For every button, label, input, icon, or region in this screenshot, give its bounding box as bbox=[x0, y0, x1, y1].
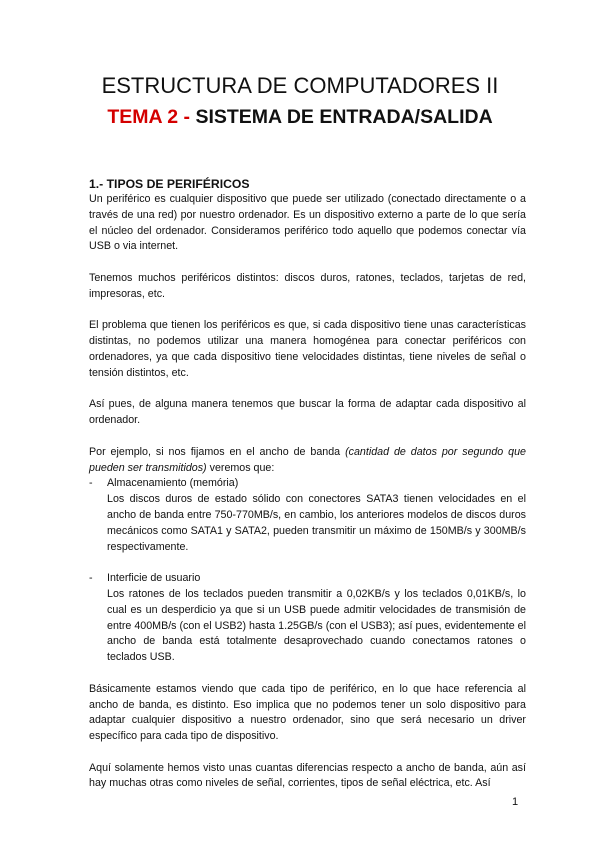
list-item-text: Los discos duros de estado sólido con conectores SATA3 tienen velocidades en el ancho de banda entre 750-770MB/s, en cambio, los anteriores modelos de discos duros mecánicos como SATA1 y SATA2, pueden transmitir un máximo de 150MB/s y 300MB/s respectivamente. bbox=[107, 493, 526, 553]
paragraph-5 bbox=[89, 445, 526, 477]
paragraph-7: Aquí solamente hemos visto unas cuantas diferencias respecto a ancho de banda, aún así hay muchas otras como niveles de señal, corrientes, tipos de señal eléctrica, etc. Así bbox=[89, 761, 526, 790]
list-dash: - bbox=[89, 572, 93, 585]
section-heading: 1.- TIPOS DE PERIFÉRICOS bbox=[89, 177, 250, 191]
list-item-text: Los ratones de los teclados pueden transmitir a 0,02KB/s y los teclados 0,01KB/s, lo cual es un desperdicio ya que si un USB puede admitir velocidades de transmisión de entre 400MB/s (con el USB2) hasta 1.25GB/s (con el USB3); así pues, evidentemente el ancho de banda está totalmente desaprovechado cuando conectamos ratones o teclados USB. bbox=[107, 587, 526, 664]
list-item-title: Interficie de usuario bbox=[107, 572, 201, 585]
document-title: ESTRUCTURA DE COMPUTADORES II bbox=[101, 73, 499, 98]
paragraph-2: Tenemos muchos periféricos distintos: discos duros, ratones, teclados, tarjetas de red, impresoras, etc. bbox=[89, 271, 526, 300]
list-item-title: Almacenamiento (memória) bbox=[107, 477, 239, 490]
paragraph-5-end: veremos que: bbox=[206, 461, 275, 474]
paragraph-5-italic: (cantidad de datos por segundo que pueden ser transmitidos) bbox=[89, 445, 526, 474]
paragraph-5-start: Por ejemplo, si nos fijamos en el ancho de banda bbox=[89, 445, 346, 458]
document-subtitle bbox=[0, 105, 600, 129]
list-dash: - bbox=[89, 477, 93, 490]
list-item bbox=[89, 476, 526, 492]
topic-title: SISTEMA DE ENTRADA/SALIDA bbox=[190, 106, 493, 128]
paragraph-6: Básicamente estamos viendo que cada tipo de periférico, en lo que hace referencia al ancho de banda, es distinto. Eso implica que no podemos tener un solo dispositivo para adaptar cualquier dispositivo a nuestro ordenador, sino que será necesario un driver específico para cada tipo de dispositivo. bbox=[89, 682, 526, 743]
paragraph-4: Así pues, de alguna manera tenemos que buscar la forma de adaptar cada dispositivo al ordenador. bbox=[89, 398, 526, 427]
page-number: 1 bbox=[512, 796, 519, 808]
paragraph-1: Un periférico es cualquier dispositivo que puede ser utilizado (conectado directamente o a través de una red) por nuestro ordenador. Es un dispositivo externo a parte de lo que sería el núcleo del ordenador. Consideramos periférico todo aquello que podemos conectar vía USB o via internet. bbox=[89, 193, 526, 253]
document-body bbox=[89, 176, 526, 808]
list-item bbox=[89, 571, 526, 587]
paragraph-3: El problema que tienen los periféricos es que, si cada dispositivo tiene unas características distintas, no podemos utilizar una manera homogénea para conectar periféricos con ordenadores, ya que cada dispositivo tiene velocidades distintas, tiene niveles de señal o tensión distintos, etc. bbox=[89, 319, 526, 379]
topic-number: TEMA 2 - bbox=[107, 106, 191, 128]
